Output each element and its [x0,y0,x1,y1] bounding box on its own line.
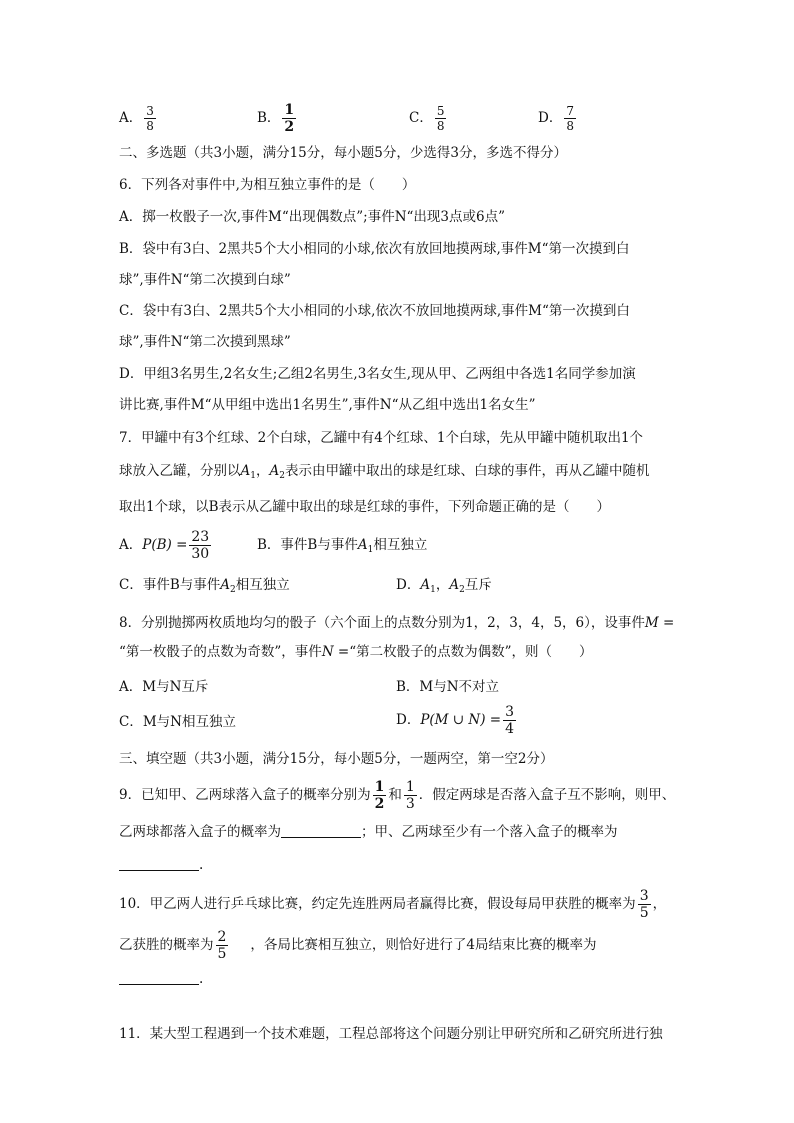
answer-blank[interactable] [281,823,361,838]
fraction: $\frac{7}{8}$ [566,104,574,133]
question-8-option-d: D．P(M ∪ N) = $\frac{3}{4}$ [396,704,514,737]
answer-blank[interactable] [119,856,199,871]
question-10-line3: . [119,969,203,989]
question-10-line2: 乙获胜的概率为 $\frac{2}{5}$ ，各局比赛相互独立，则恰好进行了4局结束比赛的概率为 [119,929,597,962]
question-10-line1: 10．甲乙两人进行乒乓球比赛，约定先连胜两局者赢得比赛，假设每局甲获胜的概率为 $\frac{3}{5}$ ， [119,888,667,921]
question-6-stem: 6．下列各对事件中,为相互独立事件的是（ ） [119,177,416,193]
question-8-option-c: C．M与N相互独立 [119,714,236,730]
question-8-option-b: B．M与N不对立 [396,679,500,695]
q5-option-a: A． $\frac{3}{8}$ [119,104,154,133]
question-8-line2: “第一枚骰子的点数为奇数”，事件N =“第二枚骰子的点数为偶数”，则（ ） [119,644,593,660]
question-7-option-d: D．$A_1$，$A_2$互斥 [396,577,492,595]
question-8-line1: 8．分别抛掷两枚质地均匀的骰子（六个面上的点数分别为1，2，3，4，5，6），设事件M = [119,615,675,631]
fraction: $\frac{2}{5}$ [217,929,227,962]
question-6-option-a: A．掷一枚骰子一次,事件M“出现偶数点”;事件N“出现3点或6点” [119,209,506,225]
q5-option-b: B． $\frac{1}{2}$ [257,102,295,135]
question-7-option-b: B．事件B与事件$A_1$相互独立 [257,537,428,555]
question-6-option-c-line2: 球”,事件N“第二次摸到黑球” [119,334,291,350]
fraction: $\frac{1}{3}$ [405,779,415,812]
fraction: $\frac{1}{2}$ [374,779,385,812]
section-heading-multiple-choice: 二、多选题（共3小题，满分15分，每小题5分，少选得3分，多选不得分） [119,145,567,161]
question-7-option-c: C．事件B与事件$A_2$相互独立 [119,577,290,595]
question-9-line1: 9．已知甲、乙两球落入盒子的概率分别为 $\frac{1}{2}$ 和 $\frac{1}{3}$ ．假定两球是否落入盒子互不影响，则甲、 [119,779,676,812]
question-6-option-d-line1: D．甲组3名男生,2名女生;乙组2名男生,3名女生,现从甲、乙两组中各选1名同学参加演 [119,366,636,382]
question-7-line1: 7．甲罐中有3个红球、2个白球，乙罐中有4个红球、1个白球，先从甲罐中随机取出1个 [119,430,644,446]
question-6-option-d-line2: 讲比赛,事件M“从甲组中选出1名男生”,事件N“从乙组中选出1名女生” [119,397,536,413]
question-6-option-b-line1: B．袋中有3白、2黑共5个大小相同的小球,依次有放回地摸两球,事件M“第一次摸到白 [119,241,630,257]
question-7-line2: 球放入乙罐，分别以$A_1$，$A_2$表示由甲罐中取出的球是红球、白球的事件，再从乙罐中随机 [119,463,650,481]
question-7-line3: 取出1个球，以B表示从乙罐中取出的球是红球的事件，下列命题正确的是（ ） [119,499,611,515]
section-heading-fill-in: 三、填空题（共3小题，满分15分，每小题5分，一题两空，第一空2分） [119,751,554,767]
fraction: $\frac{3}{4}$ [505,704,514,737]
fraction: $\frac{3}{8}$ [146,104,154,133]
fraction: $\frac{5}{8}$ [436,104,445,133]
fraction: $\frac{23}{30}$ [191,529,210,562]
question-9-line3: . [119,855,203,875]
question-7-option-a: A．P(B) = $\frac{23}{30}$ [119,529,210,562]
fraction: $\frac{3}{5}$ [639,888,649,921]
fraction: $\frac{1}{2}$ [284,102,295,135]
q5-option-d: D． $\frac{7}{8}$ [538,104,574,133]
question-6-option-c-line1: C．袋中有3白、2黑共5个大小相同的小球,依次不放回地摸两球,事件M“第一次摸到白 [119,303,630,319]
question-6-option-b-line2: 球”,事件N“第二次摸到白球” [119,272,291,288]
question-11-line1: 11．某大型工程遇到一个技术难题，工程总部将这个问题分别让甲研究所和乙研究所进行独 [119,1026,663,1042]
q5-option-c: C． $\frac{5}{8}$ [409,104,445,133]
answer-blank[interactable] [119,970,199,985]
question-8-option-a: A．M与N互斥 [119,679,209,695]
question-9-line2: 乙两球都落入盒子的概率为 ；甲、乙两球至少有一个落入盒子的概率为 [119,824,618,840]
